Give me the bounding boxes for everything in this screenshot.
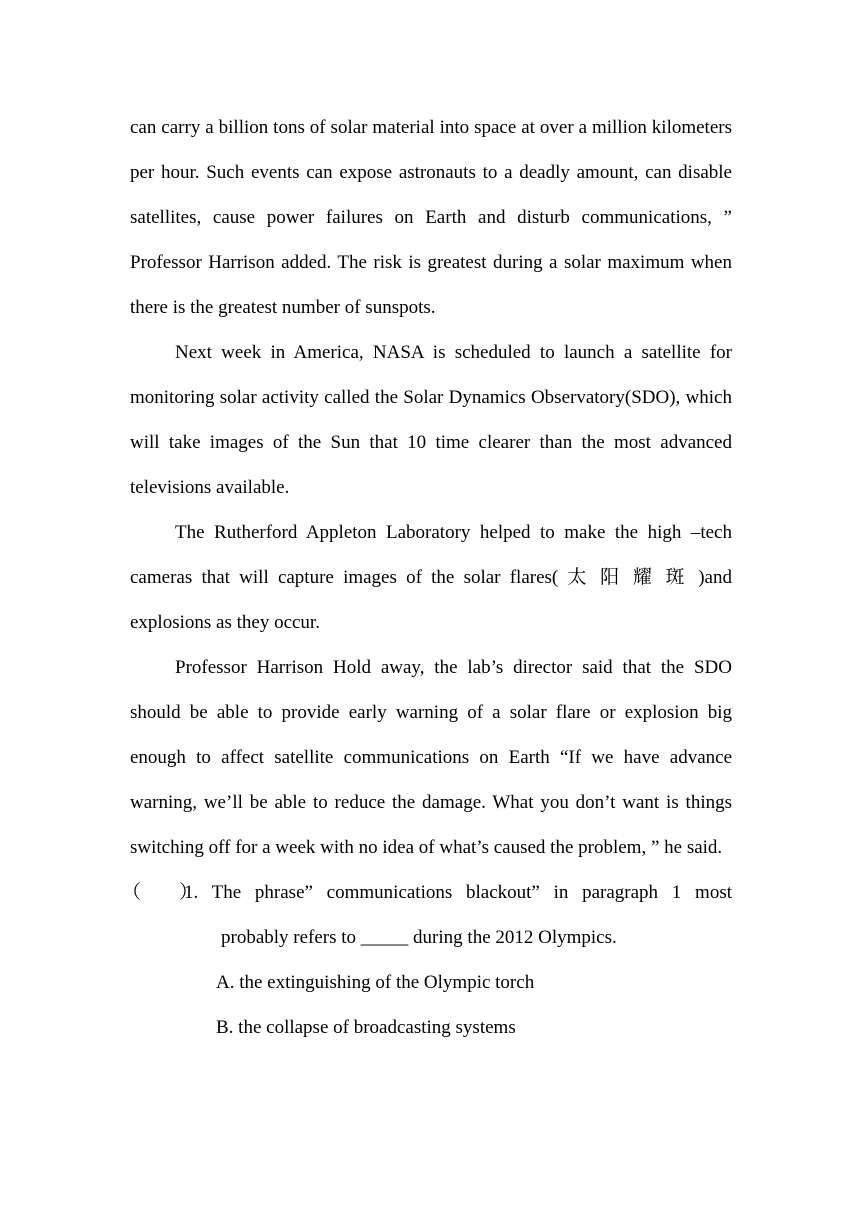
option-b: B. the collapse of broadcasting systems: [216, 1017, 516, 1038]
question-1: [122, 870, 732, 1050]
paragraph-rutherford-lab: The Rutherford Appleton Laboratory helped to make the high –tech cameras that will capture images of the solar flares( 太 阳 耀 斑 )and explosions as they occur.: [130, 522, 732, 633]
question-stem-line1: 1. The phrase” communications blackout” in paragraph 1 most: [184, 882, 732, 903]
question-stem-line2: probably refers to _____ during the 2012 Olympics.: [221, 927, 617, 948]
answer-blank[interactable]: （ ）: [122, 882, 199, 903]
document-body: [122, 105, 732, 1050]
paragraph-nasa-sdo: Next week in America, NASA is scheduled to launch a satellite for monitoring solar activity called the Solar Dynamics Observatory(SDO), which will take images of the Sun that 10 time clearer than the most advanced televisions available.: [130, 342, 732, 498]
option-a: A. the extinguishing of the Olympic torch: [216, 972, 535, 993]
paragraph-solar-material: can carry a billion tons of solar material into space at over a million kilometers per hour. Such events can expose astronauts to a deadly amount, can disable satellites, cause power failures on Earth and disturb communications, ” Professor Harrison added. The risk is greatest during a solar maximum when there is the greatest number of sunspots.: [130, 117, 732, 318]
question-first-line: [122, 870, 732, 915]
paragraph-harrison-quote: Professor Harrison Hold away, the lab’s director said that the SDO should be able to provide early warning of a solar flare or explosion big enough to affect satellite communications on Earth “If we have advance warning, we’ll be able to reduce the damage. What you don’t want is things switching off for a week with no idea of what’s caused the problem, ” he said.: [130, 657, 732, 858]
